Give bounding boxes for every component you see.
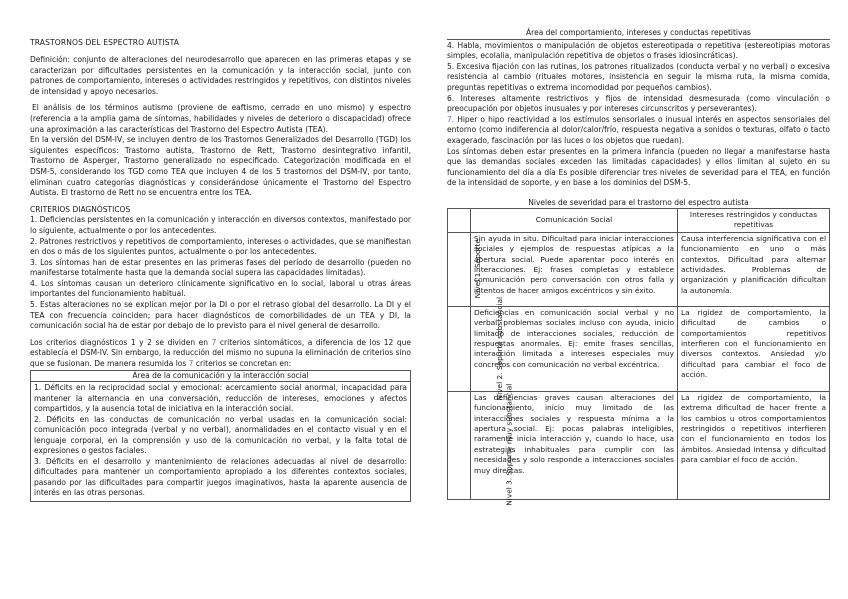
- criteria-note-part-b: criterios sintomáticos, a diferencia de los 12 que establecía el DSM-IV. Sin embargo, la reducción del mismo no supuna la eliminación de criterios sino que se fusionan. De manera resumida los: [30, 337, 411, 369]
- severity-social-cell: Sin ayuda in situ. Dificultad para iniciar interacciones sociales y ejemplos de respuestas atípicas a la apertura social. Puede aparentar poco interés en interacciones. Ej: frases completas y establece comunicación pero conversación con otros falla y intentos de hacer amigos excéntricos y sin éxito.: [471, 232, 678, 306]
- communication-item-2: 2. Déficits en las conductas de comunicación no verbal usadas en la comunicación social: comunicación poco integrada (verbal y no verbal), anormalidades en el contacto visual y en el lenguaje corporal, en la comprensión y uso de la comunicación no verbal, y la falta total de expresiones o gestos faciales.: [34, 414, 407, 456]
- severity-col-social: Comunicación Social: [471, 208, 678, 232]
- criterion-5: 5. Estas alteraciones no se explican mejor por la DI o por el retraso global del desarrollo. La DI y el TEA con frecuencia coinciden; para hacer diagnósticos de comorbilidades de un TEA y DI, la comunicación social ha de estar por debajo de lo previsto para el nivel general de desarrollo.: [30, 300, 411, 331]
- severity-row-level-2: [448, 306, 830, 391]
- behavior-item-5: 5. Excesiva fijación con las rutinas, los patrones ritualizados (conducta verbal y no verbal) o excesiva resistencia al cambio (rituales motores, insistencia en seguir la misma ruta, la misma comida, preguntas repetitivas o extrema incomodidad por pequeños cambios).: [447, 61, 830, 92]
- closing-paragraph: Los síntomas deben estar presentes en la primera infancia (pueden no llegar a manifestarse hasta que las demandas sociales exceden las limitadas capacidades) y ellos limitan al sujeto en su funcionamiento del día a día Es posible diferenciar tres niveles de severidad para el TEA, en función de la intensidad de soporte, y en base a los dominios del DSM-5.: [447, 146, 830, 188]
- left-body: [30, 55, 411, 502]
- criteria-note-number-1: 7: [211, 337, 217, 347]
- behavior-item-6: 6. Intereses altamente restrictivos y fijos de intensidad desmesurada (como vinculación o preocupación por objetos inusuales y por intereses circunscritos y perseverantes).: [447, 93, 830, 114]
- severity-level-cell: [448, 383, 514, 506]
- behavior-area-box: [447, 28, 830, 189]
- severity-row-level-1: [448, 232, 830, 306]
- communication-item-1: 1. Déficits en la reciprocidad social y emocional: acercamiento social anormal, incapacidad para mantener la alternancia en una conversación, reducción de intereses, emociones y afectos compartidos, y la ausencia total de iniciativa en la interacción social.: [34, 383, 407, 414]
- severity-table-title: Niveles de severidad para el trastorno del espectro autista: [528, 197, 749, 207]
- behavior-item-7: [447, 115, 830, 147]
- communication-item-3: 3. Déficits en el desarrollo y mantenimiento de relaciones adecuadas al nivel de desarrollo: dificultades para mantener un comportamiento apropiado a los diferentes contextos sociales, pasando por las dificultades para compartir juegos imaginativos, hasta la aparente ausencia de interés en las otras personas.: [34, 456, 407, 498]
- severity-level-cell: [448, 296, 505, 400]
- criteria-header: CRITERIOS DIAGNÓSTICOS: [30, 204, 131, 214]
- right-body: [447, 28, 830, 506]
- document-title: TRASTORNOS DEL ESPECTRO AUTISTA: [30, 38, 180, 47]
- severity-col-behavior: Intereses restringidos y conductas repetitivas: [678, 208, 830, 232]
- severity-table: [447, 208, 830, 506]
- behavior-area-title: Área del comportamiento, intereses y conductas repetitivas: [447, 28, 830, 40]
- definition-paragraph: Definición: conjunto de alteraciones del neurodesarrollo que aparecen en las primeras etapas y se caracterizan por dificultades persistentes en la comunicación y la interacción social, junto con patrones de comportamiento, intereses o actividades restringidos y repetitivos, con distintos niveles de intensidad y apoyo necesarios.: [30, 55, 411, 96]
- communication-area-box: [30, 370, 411, 502]
- severity-level-label: Nivel 1. Soporte: [472, 239, 482, 299]
- communication-area-title: Área de la comunicación y la interacción social: [31, 371, 410, 383]
- behavior-area-body: [447, 40, 830, 189]
- severity-level-label: Nivel 3. Soporte muy substancial: [504, 383, 514, 506]
- severity-row-level-3: [448, 391, 830, 499]
- behavior-item-4: 4. Habla, movimientos o manipulación de objetos estereotipada o repetitiva (estereotipias motoras simples, ecolalia, manipulación repetitiva de objetos o frases idiosincráticas).: [447, 40, 830, 61]
- severity-table-header-row: [448, 208, 830, 232]
- criterion-4: 4. Los síntomas causan un deterioro clínicamente significativo en lo social, laboral u otras áreas importantes del funcionamiento habitual.: [30, 278, 411, 299]
- criteria-note-part-a: Los criterios diagnósticos 1 y 2 se dividen en: [30, 337, 212, 347]
- criteria-note: [30, 338, 411, 370]
- behavior-item-7-number: 7.: [447, 114, 455, 124]
- analysis-paragraph: El análisis de los términos autismo (proviene de eaftismo, cerrado en uno mismo) y espectro (referencia a la amplia gama de síntomas, habilidades y niveles de deterioro o discapacidad) ofrece una aproximación a las características del Trastorno del Espectro Autista (TEA).: [30, 103, 411, 134]
- communication-area-body: [31, 382, 410, 501]
- severity-level-cell: [448, 232, 482, 306]
- severity-behavior-cell: Causa interferencia significativa con el funcionamiento en uno o más contextos. Dificultad para alternar actividades. Problemas de organización y planificación dificultan la autonomía.: [678, 232, 830, 306]
- criterion-1: 1. Deficiencias persistentes en la comunicación y interacción en diversos contextos, manifestado por lo siguiente, actualmente o por los antecedentes.: [30, 215, 411, 235]
- severity-level-label: Nivel 2. Soporte substancial: [495, 296, 505, 400]
- severity-behavior-cell: La rigidez de comportamiento, la extrema dificultad de hacer frente a los cambios u otros comportamientos restringidos o repetitivos interfieren con el funcionamiento en todos los ámbitos. Ansiedad intensa y dificultad para cambiar el foco de acción.: [678, 391, 830, 499]
- criteria-note-number-2: 7: [188, 359, 194, 369]
- severity-behavior-cell: La rigidez de comportamiento, la dificultad de cambios o comportamientos repetitivos interfieren con el funcionamiento en diversos contextos. Ansiedad y/o dificultad para cambiar el foco de acción.: [678, 306, 830, 391]
- dsm-paragraph: En la versión del DSM-IV, se incluyen dentro de los Trastornos Generalizados del Desarrollo (TGD) los siguientes específicos: Trastorno autista, Trastorno de Rett, Trastorno desintegrativo infantil, Trastorno de Asperger, Trastorno generalizado no especificado. Categorización modificada en el DSM-5, considerando los TGD como TEA que incluyen 4 de los 5 trastornos del DSM-IV, por tanto, eliminan cuatro categorías diagnósticas y considerándose únicamente el Trastorno del Espectro Autista. El trastorno de Rett no se encuentra entre los TEA.: [30, 135, 411, 198]
- severity-social-cell: Deficiencias en comunicación social verbal y no verbal, problemas sociales incluso con ayuda, inicio limitado de interacciones sociales, reducción de respuestas anormales. Ej: emite frases sencillas, interacción limitada a intereses especiales muy concretos con comunicación no verbal excéntrica.: [471, 306, 678, 391]
- criteria-note-part-c: criterios se concretan en:: [193, 359, 292, 369]
- severity-level-header-cell: [448, 208, 471, 232]
- severity-social-cell: Las deficiencias graves causan alteraciones del funcionamiento, inicio muy limitado de las interacciones sociales y respuesta mínima a la apertura social. Ej: pocas palabras inteligibles, raramente inicia interacción y, cuando lo hace, usa estrategias inhabituales para cumplir con las necesidades y solo responde a interacciones sociales muy directas.: [471, 391, 678, 499]
- criterion-3: 3. Los síntomas han de estar presentes en las primeras fases del período de desarrollo (pueden no manifestarse totalmente hasta que la demanda social supera las capacidades limitadas).: [30, 257, 411, 278]
- behavior-item-7-text: Hiper o hipo reactividad a los estímulos sensoriales o inusual interés en aspectos sensoriales del entorno (como indiferencia al dolor/calor/frío, respuesta negativa a sonidos o texturas, olfato o tacto exagerado, fascinación por las luces o los objetos que ruedan).: [447, 114, 830, 145]
- criterion-2: 2. Patrones restrictivos y repetitivos de comportamiento, intereses o actividades, que se manifiestan en dos o más de los siguientes puntos, actualmente o por los antecedentes.: [30, 236, 411, 257]
